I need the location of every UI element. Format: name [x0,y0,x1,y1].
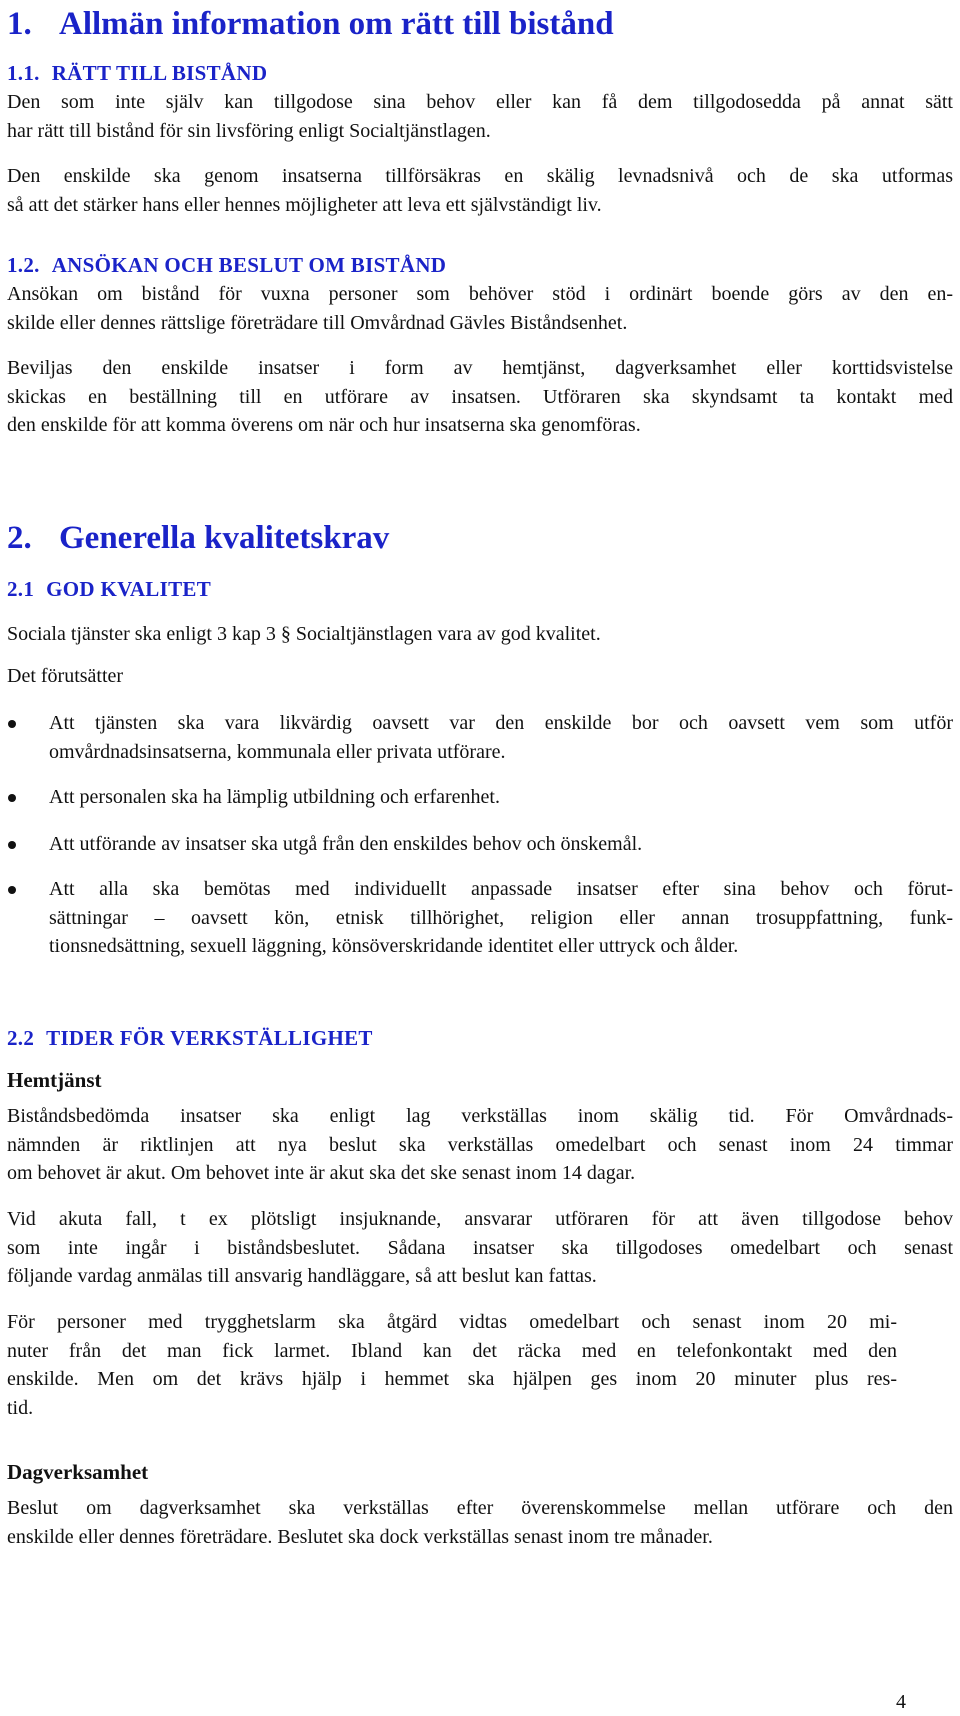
paragraph-hemtjanst-a [7,1102,953,1188]
text-line: Vid akuta fall, t ex plötsligt insjuknande, ansvarar utföraren för att även tillgodose behov [7,1208,953,1230]
paragraph-2-1-a [7,620,953,649]
text-line: enskilde eller dennes företrädare. Beslutet ska dock verkställas senast inom tre månader. [7,1525,713,1548]
text-line: Ansökan om bistånd för vuxna personer som behöver stöd i ordinärt boende görs av den en- [7,283,953,305]
subsection-1-2-heading [7,252,953,278]
subsection-1-1-title: RÄTT TILL BISTÅND [51,61,268,85]
text-line: skilde eller dennes rättslige företrädare till Omvårdnad Gävles Biståndsenhet. [7,311,628,334]
section-2-heading [7,518,953,558]
subsection-2-1-heading [7,576,953,602]
bullet-icon [8,720,16,728]
text-line: har rätt till bistånd för sin livsföring enligt Socialtjänstlagen. [7,119,491,142]
paragraph-1-1-a [7,88,953,145]
text-line: Sociala tjänster ska enligt 3 kap 3 § Socialtjänstlagen vara av god kvalitet. [7,623,601,645]
text-line: som inte ingår i biståndsbeslutet. Sådana insatser ska tillgodoses omedelbart och senast [7,1236,953,1259]
text-line: Att personalen ska ha lämplig utbildning och erfarenhet. [49,786,500,808]
bullet-icon [8,794,16,802]
section-1-number: 1. [7,6,32,42]
text-line: Den som inte själv kan tillgodose sina behov eller kan få dem tillgodosedda på annat sätt [7,91,953,113]
section-1-heading [7,4,953,44]
text-line: tid. [7,1396,34,1419]
page-number: 4 [896,1691,906,1713]
hemtjanst-heading: Hemtjänst [7,1068,102,1092]
text-line: Beslut om dagverksamhet ska verkställas efter överenskommelse mellan utförare och den [7,1497,953,1519]
paragraph-1-2-a [7,280,953,337]
text-line: skickas en beställning till en utförare av insatsen. Utföraren ska skyndsamt ta kontakt med [7,385,953,408]
dagverksamhet-heading: Dagverksamhet [7,1460,149,1484]
text-line: sättningar – oavsett kön, etnisk tillhörighet, religion eller annan trosuppfattning, funk- [49,906,953,929]
subsection-1-1-number: 1.1. [7,61,40,85]
paragraph-dagverksamhet [7,1494,953,1551]
text-line: nuter från det man fick larmet. Ibland kan det räcka med en telefonkontakt med den [7,1339,897,1362]
text-line: enskilde. Men om det krävs hjälp i hemmet ska hjälpen ges inom 20 minuter plus res- [7,1368,897,1390]
text-line: Det förutsätter [7,665,124,687]
text-line: nämnden är riktlinjen att nya beslut ska verkställas omedelbart och senast inom 24 timmar [7,1133,953,1156]
text-line: så att det stärker hans eller hennes möjligheter att leva ett självständigt liv. [7,193,602,216]
text-line: om behovet är akut. Om behovet inte är akut ska det ske senast inom 14 dagar. [7,1162,636,1184]
section-2-title: Generella kvalitetskrav [59,520,390,556]
subsection-1-2-title: ANSÖKAN OCH BESLUT OM BISTÅND [51,253,447,277]
text-line: omvårdnadsinsatserna, kommunala eller privata utförare. [49,740,506,763]
text-line: Att alla ska bemötas med individuellt anpassade insatser efter sina behov och förut- [49,878,953,900]
text-line: Att utförande av insatser ska utgå från den enskildes behov och önskemål. [49,833,643,855]
paragraph-2-1-b [7,662,953,691]
section-2-number: 2. [7,520,32,556]
paragraph-1-2-b [7,354,953,440]
text-line: den enskilde för att komma överens om när och hur insatserna ska genomföras. [7,414,641,436]
text-line: tionsnedsättning, sexuell läggning, könsöverskridande identitet eller uttryck och ålder. [49,935,739,957]
subsection-2-1-number: 2.1 [7,577,35,601]
text-line: För personer med trygghetslarm ska åtgärd vidtas omedelbart och senast inom 20 mi- [7,1311,897,1333]
section-1-title: Allmän information om rätt till bistånd [59,6,614,42]
bullet-icon [8,886,16,894]
subsection-1-1-heading [7,60,953,86]
bullet-icon [8,841,16,849]
text-line: Den enskilde ska genom insatserna tillförsäkras en skälig levnadsnivå och de ska utformas [7,165,953,187]
text-line: Beviljas den enskilde insatser i form av hemtjänst, dagverksamhet eller korttidsvistelse [7,357,953,379]
subsection-2-2-title: TIDER FÖR VERKSTÄLLIGHET [46,1026,373,1050]
paragraph-hemtjanst-b [7,1205,953,1291]
subsection-2-2-heading [7,1025,953,1051]
subsection-2-1-title: GOD KVALITET [46,577,211,601]
text-line: Biståndsbedömda insatser ska enligt lag verkställas inom skälig tid. För Omvårdnads- [7,1105,953,1127]
subsection-2-2-number: 2.2 [7,1026,35,1050]
subsection-1-2-number: 1.2. [7,253,40,277]
text-line: följande vardag anmälas till ansvarig handläggare, så att beslut kan fattas. [7,1265,597,1287]
text-line: Att tjänsten ska vara likvärdig oavsett var den enskilde bor och oavsett vem som utför [49,712,953,734]
paragraph-1-1-b [7,162,953,219]
paragraph-hemtjanst-c [7,1308,897,1422]
